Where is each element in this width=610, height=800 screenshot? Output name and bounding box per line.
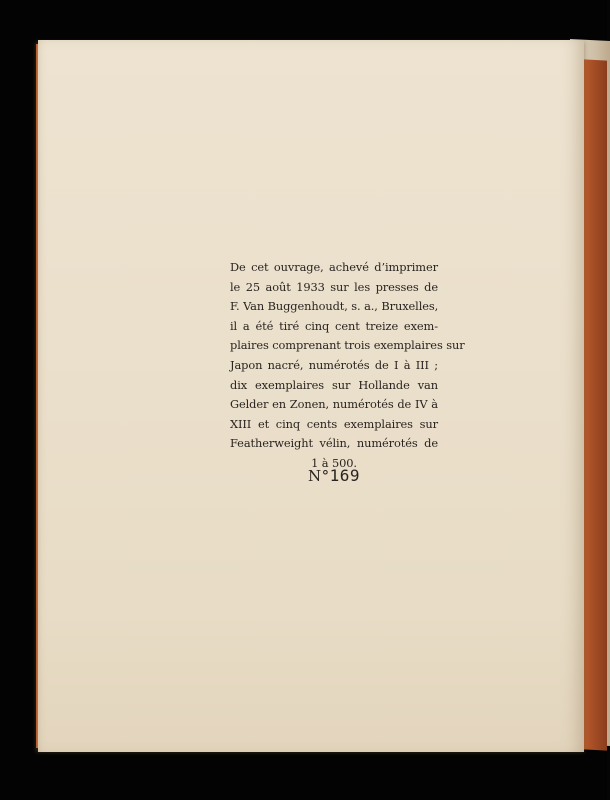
book-cover-edge xyxy=(584,59,607,750)
colophon-line: Featherweight vélin, numérotés de xyxy=(230,436,438,451)
colophon-line: plaires comprenant trois exemplaires sur xyxy=(230,338,465,353)
colophon-line: dix exemplaires sur Hollande van xyxy=(230,377,438,392)
copy-number xyxy=(230,466,438,485)
colophon-line: F. Van Buggenhoudt, s. a., Bruxelles, xyxy=(230,299,439,314)
copy-number-value: 169 xyxy=(329,466,361,485)
colophon-line: Japon nacré, numérotés de I à III ; xyxy=(230,357,438,372)
colophon-line: Gelder en Zonen, numérotés de IV à xyxy=(230,397,438,412)
colophon-line: XIII et cinq cents exemplaires sur xyxy=(230,416,438,431)
colophon-line: il a été tiré cinq cent treize exem- xyxy=(230,318,438,333)
colophon-line: 1 à 500. xyxy=(311,455,357,470)
colophon-line: De cet ouvrage, achevé d’imprimer xyxy=(230,260,438,274)
copy-number-prefix: N° xyxy=(307,467,330,485)
colophon-line: le 25 août 1933 sur les presses de xyxy=(230,279,438,294)
colophon-text xyxy=(230,258,465,474)
